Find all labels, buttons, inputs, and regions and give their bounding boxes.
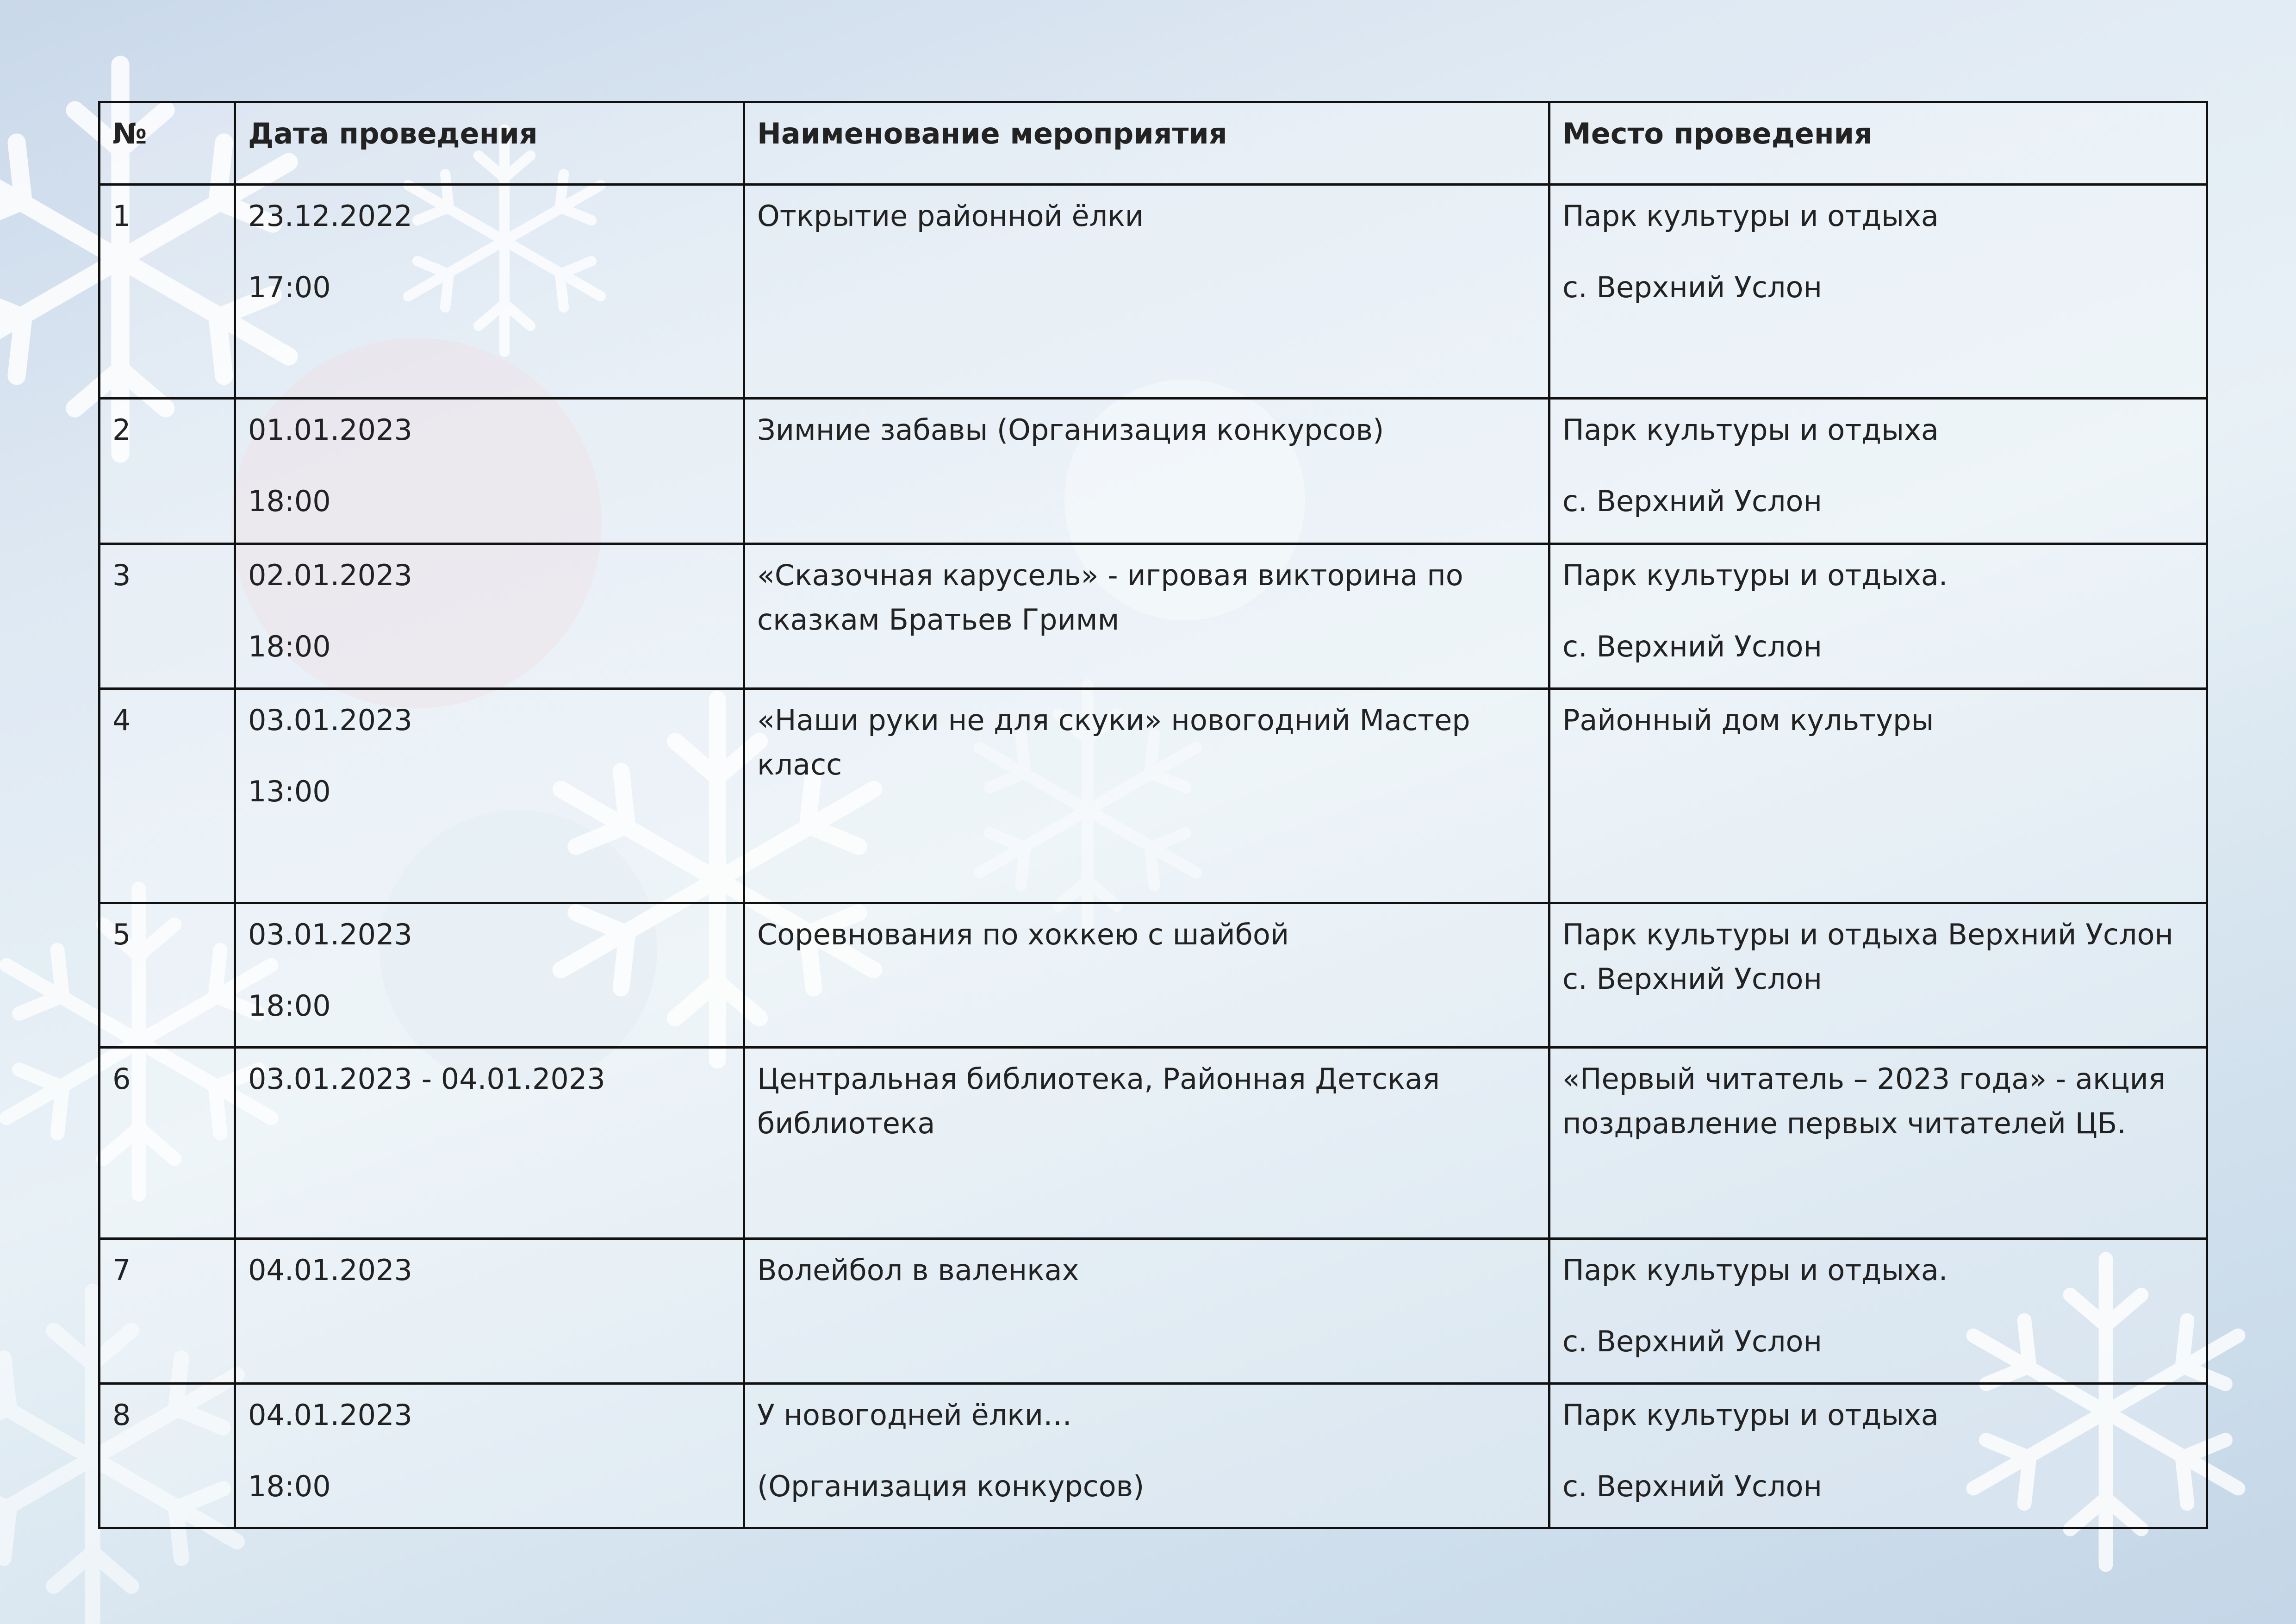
event-title: Центральная библиотека, Районная Детская библиотека — [757, 1062, 1440, 1141]
date-value: 03.01.2023 — [248, 918, 412, 952]
row-number: 3 — [100, 543, 235, 688]
row-date — [235, 543, 744, 688]
place-value: Парк культуры и отдыха — [1562, 199, 1939, 233]
row-place — [1549, 1048, 2207, 1238]
row-date — [235, 185, 744, 399]
row-date — [235, 1383, 744, 1528]
row-place — [1549, 688, 2207, 903]
place-value: Районный дом культуры — [1562, 703, 1934, 737]
time-value: 18:00 — [248, 629, 331, 663]
place-village: с. Верхний Услон — [1562, 1469, 1823, 1503]
row-event — [744, 1383, 1549, 1528]
time-value: 18:00 — [248, 989, 331, 1023]
place-value: Парк культуры и отдыха. — [1562, 558, 1948, 592]
date-value: 03.01.2023 - 04.01.2023 — [248, 1062, 605, 1096]
table-header-row — [100, 102, 2207, 185]
place-village: с. Верхний Услон — [1562, 270, 1823, 305]
place-value: Парк культуры и отдыха — [1562, 413, 1939, 447]
row-number: 1 — [100, 185, 235, 399]
table-row — [100, 1383, 2207, 1528]
table-row — [100, 1238, 2207, 1383]
events-table — [98, 101, 2208, 1529]
place-village: с. Верхний Услон — [1562, 484, 1823, 518]
header-date: Дата проведения — [235, 102, 744, 185]
row-number: 4 — [100, 688, 235, 903]
row-event — [744, 1048, 1549, 1238]
row-number: 2 — [100, 399, 235, 543]
table-row — [100, 543, 2207, 688]
date-value: 04.01.2023 — [248, 1253, 412, 1287]
table-row — [100, 399, 2207, 543]
event-title: Соревнования по хоккею с шайбой — [757, 918, 1289, 952]
date-value: 02.01.2023 — [248, 558, 412, 592]
row-event — [744, 1238, 1549, 1383]
event-subtitle: (Организация конкурсов) — [757, 1469, 1145, 1503]
event-title: «Наши руки не для скуки» новогодний Мастер класс — [757, 703, 1470, 781]
time-value: 17:00 — [248, 270, 331, 305]
header-place: Место проведения — [1549, 102, 2207, 185]
place-value: Парк культуры и отдыха Верхний Услон с. Верхний Услон — [1562, 918, 2174, 996]
row-number: 5 — [100, 903, 235, 1048]
date-value: 03.01.2023 — [248, 703, 412, 737]
date-value: 23.12.2022 — [248, 199, 412, 233]
header-event: Наименование мероприятия — [744, 102, 1549, 185]
header-number: № — [100, 102, 235, 185]
event-title: Зимние забавы (Организация конкурсов) — [757, 413, 1384, 447]
row-place — [1549, 903, 2207, 1048]
event-title: Волейбол в валенках — [757, 1253, 1079, 1287]
event-title: У новогодней ёлки… — [757, 1398, 1072, 1432]
place-value: Парк культуры и отдыха. — [1562, 1253, 1948, 1287]
row-event — [744, 903, 1549, 1048]
event-title: «Сказочная карусель» - игровая викторина по сказкам Братьев Гримм — [757, 558, 1463, 637]
row-date — [235, 1238, 744, 1383]
row-number: 8 — [100, 1383, 235, 1528]
row-event — [744, 688, 1549, 903]
row-event — [744, 185, 1549, 399]
time-value: 18:00 — [248, 1469, 331, 1503]
row-date — [235, 903, 744, 1048]
row-number: 6 — [100, 1048, 235, 1238]
table-row — [100, 903, 2207, 1048]
place-value: «Первый читатель – 2023 года» - акция поздравление первых читателей ЦБ. — [1562, 1062, 2166, 1141]
row-event — [744, 399, 1549, 543]
table-row — [100, 185, 2207, 399]
place-village: с. Верхний Услон — [1562, 1324, 1823, 1358]
place-village: с. Верхний Услон — [1562, 629, 1823, 663]
row-date — [235, 688, 744, 903]
row-place — [1549, 1383, 2207, 1528]
row-place — [1549, 399, 2207, 543]
row-event — [744, 543, 1549, 688]
row-place — [1549, 185, 2207, 399]
row-date — [235, 1048, 744, 1238]
row-place — [1549, 543, 2207, 688]
row-number: 7 — [100, 1238, 235, 1383]
time-value: 13:00 — [248, 774, 331, 808]
row-place — [1549, 1238, 2207, 1383]
event-title: Открытие районной ёлки — [757, 199, 1144, 233]
date-value: 01.01.2023 — [248, 413, 412, 447]
table-row — [100, 1048, 2207, 1238]
place-value: Парк культуры и отдыха — [1562, 1398, 1939, 1432]
row-date — [235, 399, 744, 543]
time-value: 18:00 — [248, 484, 331, 518]
table-row — [100, 688, 2207, 903]
date-value: 04.01.2023 — [248, 1398, 412, 1432]
